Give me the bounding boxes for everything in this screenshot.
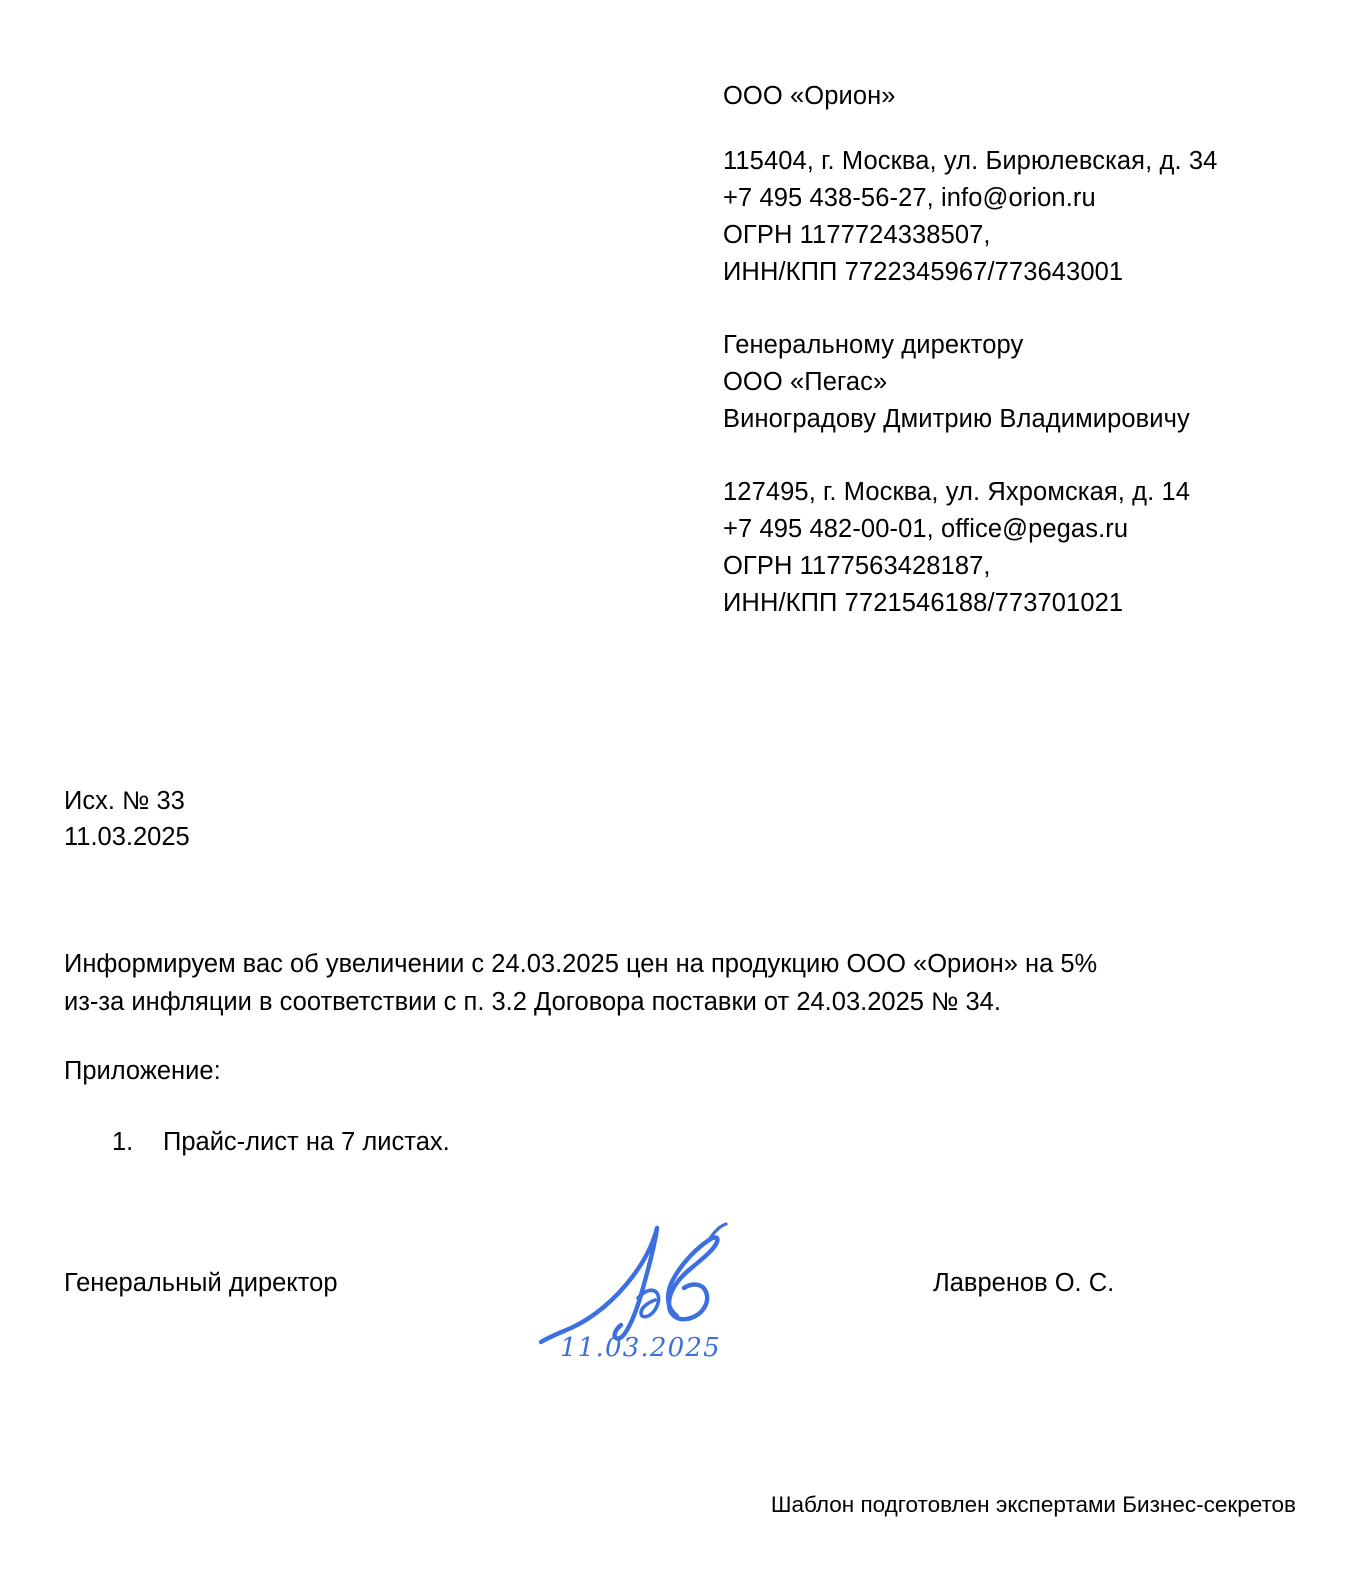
outgoing-number: Исх. № 33 bbox=[64, 787, 185, 815]
outgoing-reference bbox=[64, 783, 190, 855]
addressee-person: Виноградову Дмитрию Владимировичу bbox=[723, 405, 1190, 433]
addressee-inn-kpp: ИНН/КПП 7721546188/773701021 bbox=[723, 589, 1124, 617]
addressee-block bbox=[723, 327, 1323, 438]
sender-block bbox=[723, 78, 1323, 115]
sender-address: 115404, г. Москва, ул. Бирюлевская, д. 34 bbox=[723, 147, 1218, 175]
addressee-company: ООО «Пегас» bbox=[723, 368, 888, 396]
footer-note-text: Шаблон подготовлен экспертами Бизнес-секретов bbox=[770, 1492, 1296, 1517]
footer-note bbox=[0, 1490, 1296, 1520]
spacer bbox=[723, 291, 1323, 327]
spacer bbox=[723, 115, 1323, 143]
outgoing-date: 11.03.2025 bbox=[64, 823, 190, 851]
signatory-title: Генеральный директор bbox=[64, 1269, 338, 1297]
sender-details-block bbox=[723, 143, 1323, 291]
addressee-details-block bbox=[723, 474, 1323, 622]
sender-contacts: +7 495 438-56-27, info@orion.ru bbox=[723, 184, 1096, 212]
addressee-address: 127495, г. Москва, ул. Яхромская, д. 14 bbox=[723, 478, 1191, 506]
letterhead-column bbox=[723, 78, 1323, 622]
spacer bbox=[723, 438, 1323, 474]
handwritten-date: 11.03.2025 bbox=[560, 1333, 721, 1363]
body-line-1: Информируем вас об увеличении с 24.03.2025 цен на продукцию ООО «Орион» на 5% bbox=[64, 950, 1098, 978]
list-item-number: 1. bbox=[112, 1128, 134, 1156]
addressee-ogrn: ОГРН 1177563428187, bbox=[723, 552, 991, 580]
body-paragraph bbox=[64, 945, 1296, 1021]
sender-name: ООО «Орион» bbox=[723, 82, 896, 110]
sender-ogrn: ОГРН 1177724338507, bbox=[723, 221, 991, 249]
list-item-label: Прайс-лист на 7 листах. bbox=[163, 1128, 450, 1156]
sender-inn-kpp: ИНН/КПП 7722345967/773643001 bbox=[723, 258, 1124, 286]
list-item bbox=[64, 1124, 964, 1160]
addressee-position: Генеральному директору bbox=[723, 331, 1024, 359]
signatory-name: Лавренов О. С. bbox=[933, 1269, 1115, 1297]
body-line-2: из-за инфляции в соответствии с п. 3.2 Договора поставки от 24.03.2025 № 34. bbox=[64, 988, 1001, 1016]
attachment-list bbox=[64, 1124, 964, 1160]
attachment-label: Приложение: bbox=[64, 1057, 221, 1085]
addressee-contacts: +7 495 482-00-01, office@pegas.ru bbox=[723, 515, 1129, 543]
